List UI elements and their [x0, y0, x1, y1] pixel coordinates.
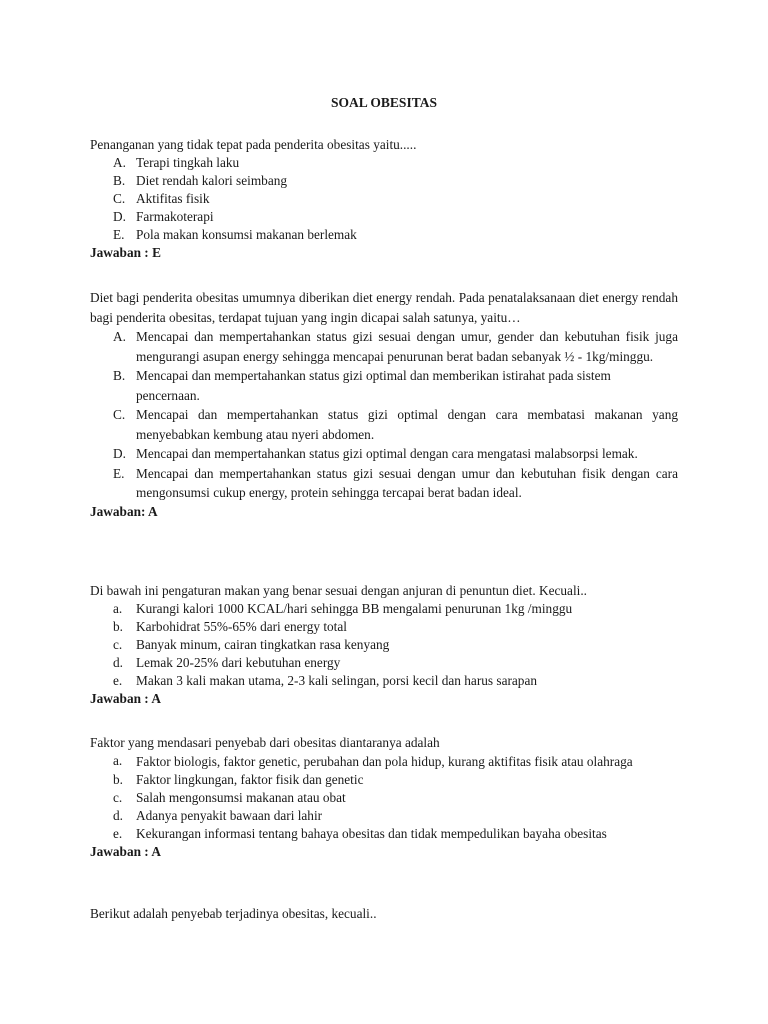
option-marker: c.	[113, 790, 123, 805]
option-item	[90, 752, 678, 771]
option-text: Mencapai dan mempertahankan status gizi optimal dengan cara mengatasi malabsorpsi lemak.	[136, 446, 638, 461]
question-text: Di bawah ini pengaturan makan yang benar sesuai dengan anjuran di penuntun diet. Kecuali..	[90, 583, 587, 598]
option-text: Mencapai dan mempertahankan status gizi sesuai dengan umur, gender dan kebutuhan fisik juga mengurangi asupan energy sehingga mencapai penurunan berat badan sebanyak ½ - 1kg/minggu.	[136, 329, 678, 364]
option-text: Faktor lingkungan, faktor fisik dan genetic	[136, 772, 364, 787]
option-marker: A.	[113, 155, 126, 170]
option-text: Pola makan konsumsi makanan berlemak	[136, 227, 357, 242]
option-item	[90, 600, 678, 618]
option-item	[90, 154, 678, 172]
option-item	[90, 672, 678, 690]
option-item	[90, 771, 678, 789]
option-item	[90, 208, 678, 226]
option-item	[90, 405, 678, 444]
option-text: Makan 3 kali makan utama, 2-3 kali selingan, porsi kecil dan harus sarapan	[136, 673, 537, 688]
option-item	[90, 172, 678, 190]
option-marker: E.	[113, 227, 125, 242]
option-marker: d.	[113, 655, 123, 670]
option-list	[90, 327, 678, 503]
option-item	[90, 190, 678, 208]
answer-label: Jawaban : A	[90, 691, 161, 706]
option-marker: e.	[113, 826, 123, 841]
option-text: Terapi tingkah laku	[136, 155, 240, 170]
option-item	[90, 366, 678, 405]
option-marker: B.	[113, 173, 126, 188]
option-text: Kurangi kalori 1000 KCAL/hari sehingga BB mengalami penurunan 1kg /minggu	[136, 601, 573, 616]
option-marker: C.	[113, 407, 126, 422]
option-text: Kekurangan informasi tentang bahaya obesitas dan tidak mempedulikan bayaha obesitas	[136, 826, 607, 841]
option-item	[90, 464, 678, 503]
option-text: Karbohidrat 55%-65% dari energy total	[136, 619, 347, 634]
option-item	[90, 789, 678, 807]
option-text: Mencapai dan mempertahankan status gizi optimal dan memberikan istirahat pada sistem pencernaan.	[136, 368, 611, 403]
question-3	[90, 582, 678, 708]
question-5	[90, 905, 678, 923]
option-marker: a.	[113, 601, 123, 616]
question-2	[90, 288, 678, 521]
option-marker: b.	[113, 772, 123, 787]
page-title: SOAL OBESITAS	[331, 95, 437, 110]
option-marker: C.	[113, 191, 126, 206]
question-4	[90, 734, 678, 861]
option-item	[90, 636, 678, 654]
option-marker: E.	[113, 465, 125, 481]
option-text: Banyak minum, cairan tingkatkan rasa kenyang	[136, 637, 390, 652]
option-item	[90, 618, 678, 636]
option-marker: D.	[113, 209, 126, 224]
question-text: Faktor yang mendasari penyebab dari obesitas diantaranya adalah	[90, 735, 440, 750]
option-text: Salah mengonsumsi makanan atau obat	[136, 790, 346, 805]
answer-label: Jawaban : E	[90, 245, 161, 260]
option-text: Faktor biologis, faktor genetic, perubahan dan pola hidup, kurang aktifitas fisik atau olahraga	[136, 754, 633, 769]
option-text: Lemak 20-25% dari kebutuhan energy	[136, 655, 341, 670]
option-list	[90, 154, 678, 244]
option-marker: e.	[113, 673, 123, 688]
option-item	[90, 444, 678, 464]
option-text: Mencapai dan mempertahankan status gizi optimal dengan cara membatasi makanan yang menyebabkan kembung atau nyeri abdomen.	[136, 407, 678, 442]
option-marker: D.	[113, 446, 126, 461]
option-item	[90, 807, 678, 825]
option-marker: A.	[113, 329, 126, 344]
answer-label: Jawaban : A	[90, 844, 161, 859]
option-marker: d.	[113, 808, 123, 823]
option-item	[90, 226, 678, 244]
option-marker: B.	[113, 368, 126, 383]
option-item	[90, 654, 678, 672]
question-1	[90, 136, 678, 262]
option-marker: c.	[113, 637, 123, 652]
option-text: Farmakoterapi	[136, 209, 214, 224]
answer-label: Jawaban: A	[90, 503, 158, 519]
option-text: Diet rendah kalori seimbang	[136, 173, 288, 188]
option-list	[90, 752, 678, 843]
option-marker: a.	[113, 753, 123, 768]
option-item	[90, 327, 678, 366]
question-text: Penanganan yang tidak tepat pada penderita obesitas yaitu.....	[90, 137, 417, 152]
option-item	[90, 825, 678, 843]
option-marker: b.	[113, 619, 123, 634]
option-text: Aktifitas fisik	[136, 191, 210, 206]
option-list	[90, 600, 678, 690]
option-text: Mencapai dan mempertahankan status gizi sesuai dengan umur dan kebutuhan fisik dengan cara mengonsumsi cukup energy, protein sehingga tercapai berat badan ideal.	[136, 465, 678, 500]
question-text: Diet bagi penderita obesitas umumnya diberikan diet energy rendah. Pada penatalaksanaan diet energy rendah bagi penderita obesitas, terdapat tujuan yang ingin dicapai salah satunya, yaitu…	[90, 290, 678, 325]
question-text: Berikut adalah penyebab terjadinya obesitas, kecuali..	[90, 906, 377, 921]
option-text: Adanya penyakit bawaan dari lahir	[136, 808, 323, 823]
